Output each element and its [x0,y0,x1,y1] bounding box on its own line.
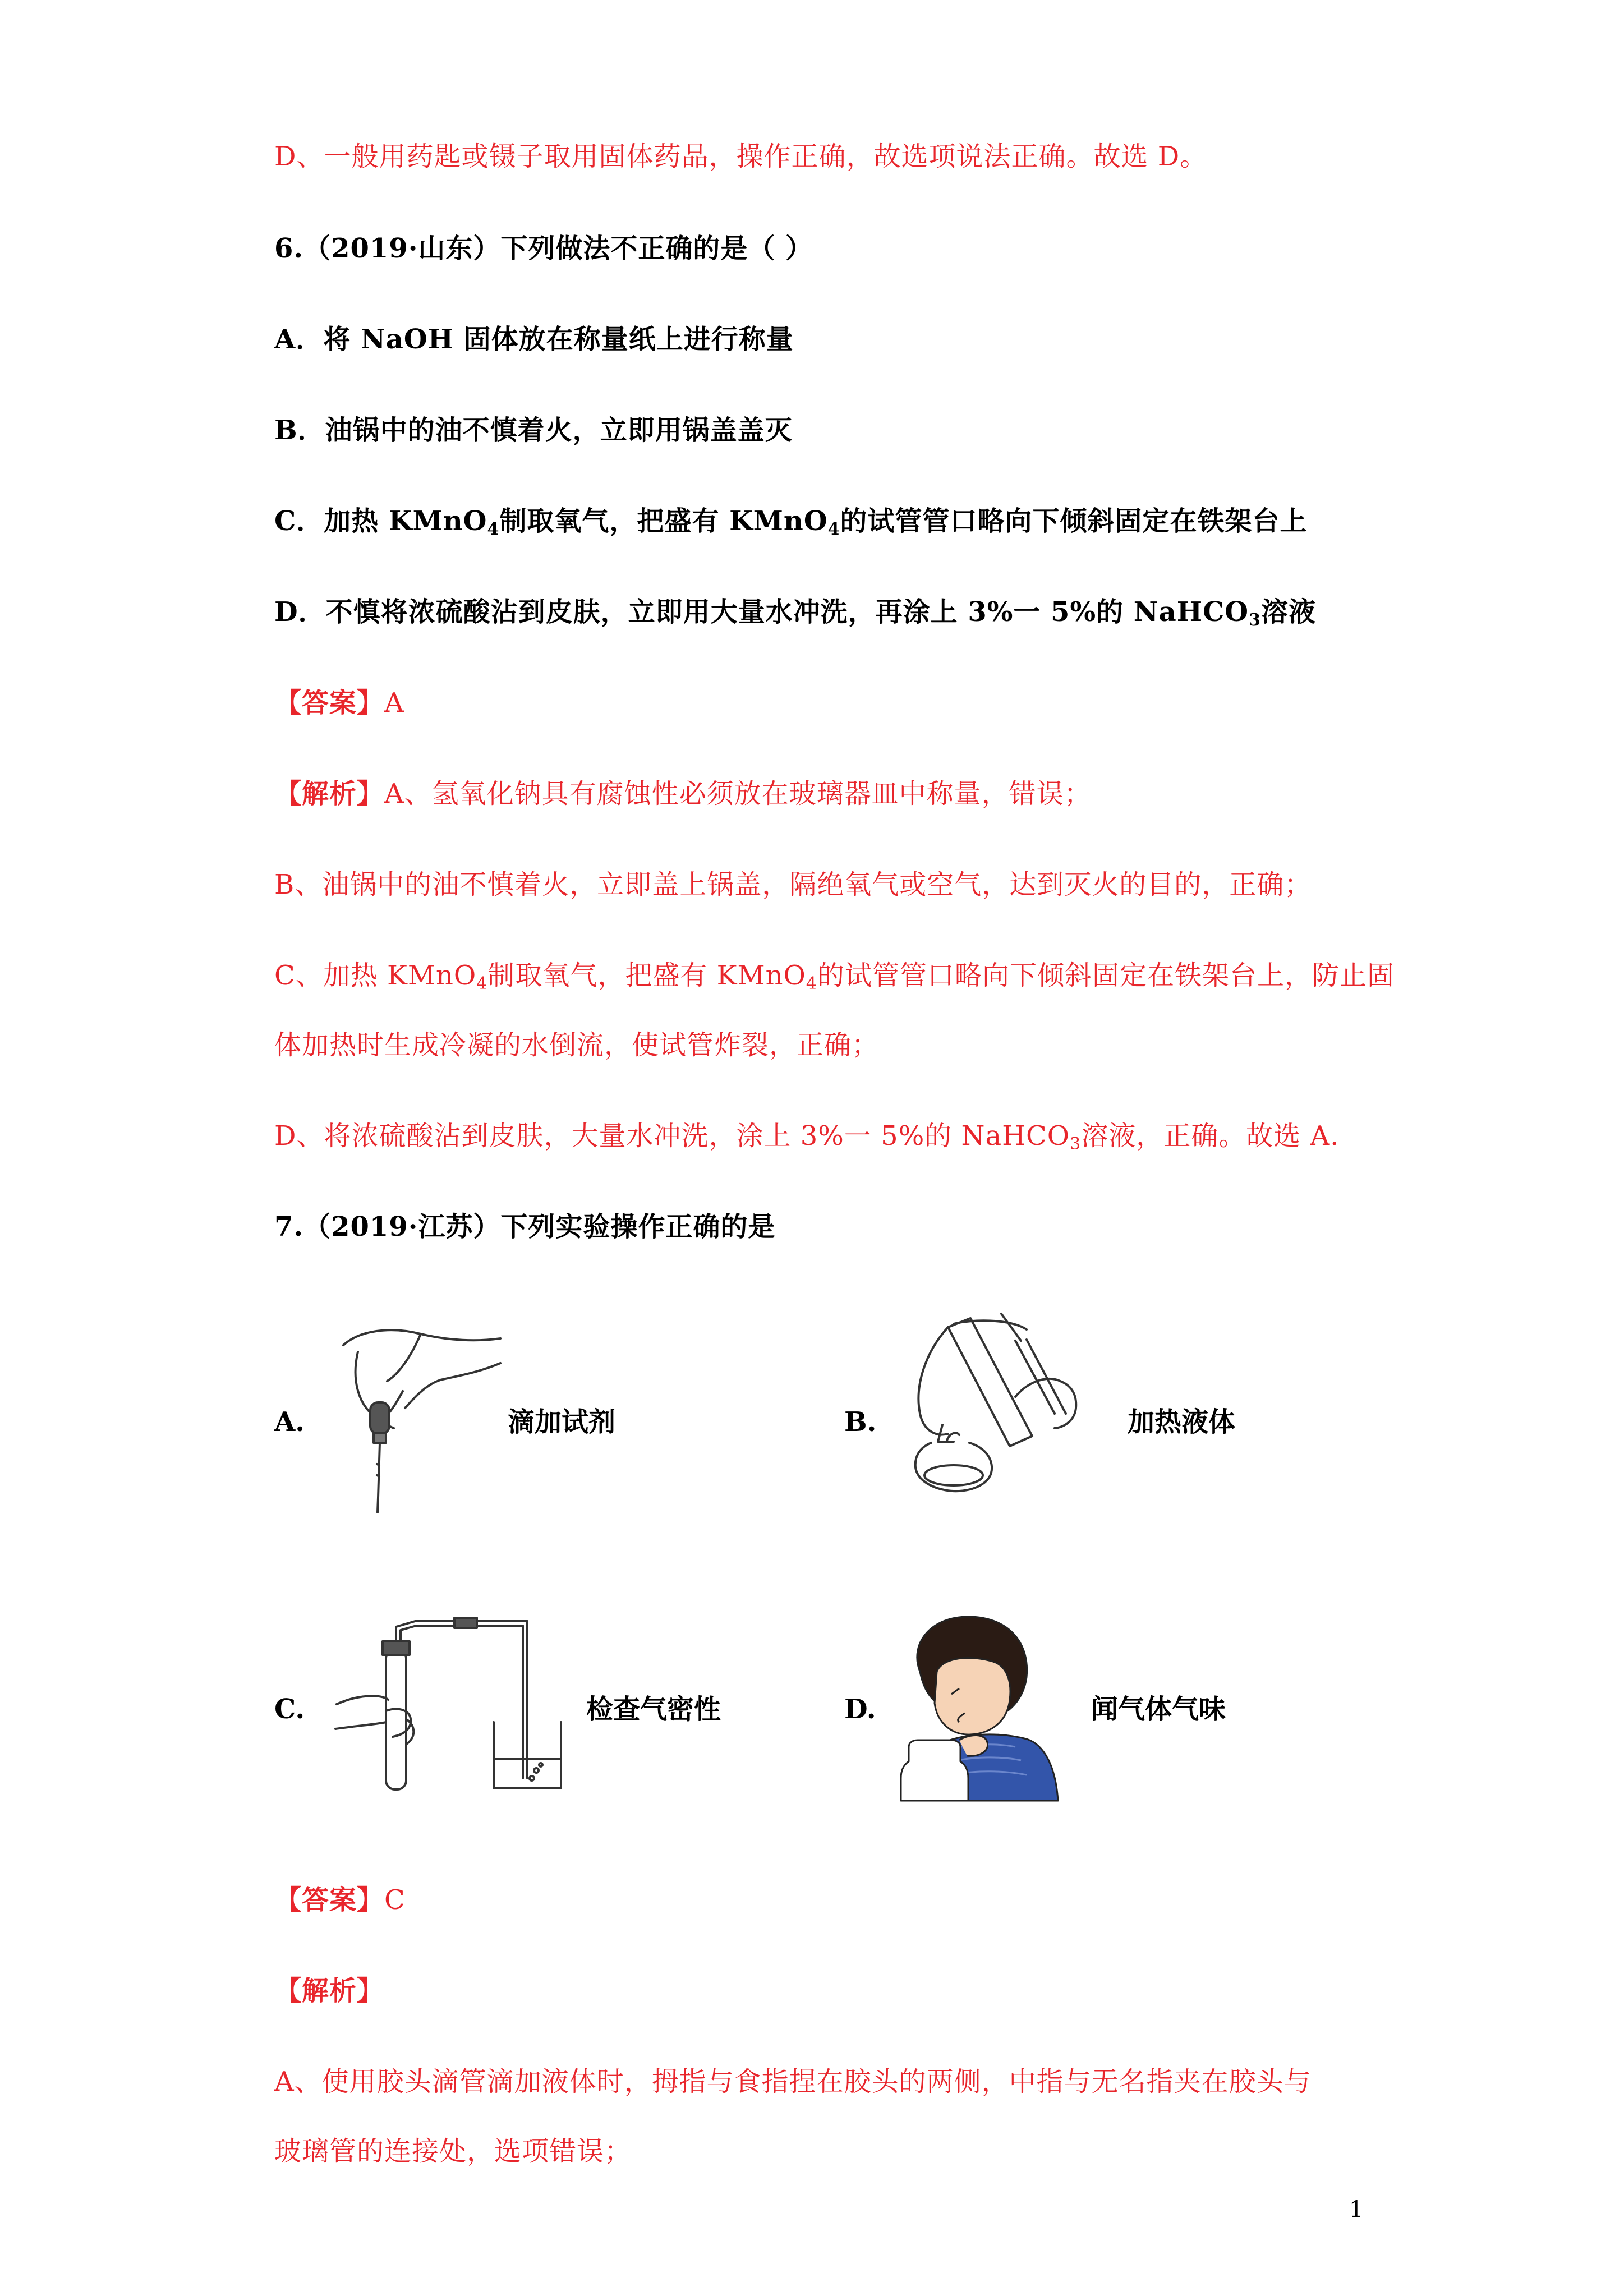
explanation-6-d: D、将浓硫酸沾到皮肤，大量水冲洗，涂上 3%一 5%的 NaHCO$_3$溶液，正确。故选 A. [274,1120,1340,1154]
airtightness-check-icon [325,1610,572,1801]
option-d-text: 闻气体气味 [1091,1694,1226,1725]
option-a-letter: A. [274,1406,305,1438]
explanation-6-c: C、加热 KMnO$_4$制取氧气，把盛有 KMnO$_4$的试管管口略向下倾斜固定在铁架台上，防止固 [274,960,1395,993]
option-d-letter: D. [844,1694,876,1725]
boy-smelling-gas-icon [898,1610,1060,1806]
question-6-option-d: D．不慎将浓硫酸沾到皮肤，立即用大量水冲洗，再涂上 3%一 5%的 NaHCO$_3$溶液 [274,596,1317,630]
question-6-option-a: A．将 NaOH 固体放在称量纸上进行称量 [274,324,794,355]
question-7-stem: 7.（2019·江苏）下列实验操作正确的是 [274,1211,776,1243]
explanation-7-a-cont: 玻璃管的连接处，选项错误； [274,2136,632,2167]
answer-7 [274,1882,406,1918]
explanation-7-a: A、使用胶头滴管滴加液体时，拇指与食指捏在胶头的两侧，中指与无名指夹在胶头与 [274,2066,1312,2097]
answer-label: 【答案】 [274,687,385,719]
answer-value: C [384,1884,406,1916]
prev-explanation-d: D、一般用药匙或镊子取用固体药品，操作正确，故选项说法正确。故选 D。 [274,141,1208,172]
explanation-6-c-cont: 体加热时生成冷凝的水倒流，使试管炸裂，正确； [274,1029,880,1061]
explanation-7-label: 【解析】 [274,1975,385,2007]
explanation-6-b: B、油锅中的油不慎着火，立即盖上锅盖，隔绝氧气或空气，达到灭火的目的，正确； [274,869,1312,900]
option-c-letter: C. [274,1694,305,1725]
question-6-stem: 6.（2019·山东）下列做法不正确的是（ ） [274,233,813,264]
answer-value: A [384,687,404,719]
question-6-option-b: B．油锅中的油不慎着火，立即用锅盖盖灭 [274,415,793,446]
explanation-label: 【解析】 [274,778,385,809]
test-tube-heating-icon [886,1307,1099,1520]
option-c-text: 检查气密性 [586,1694,721,1725]
answer-label: 【答案】 [274,1884,385,1916]
option-b-letter: B. [844,1406,877,1438]
option-a-text: 滴加试剂 [508,1406,616,1438]
option-b-text: 加热液体 [1128,1406,1236,1438]
question-6-option-c: C．加热 KMnO$_4$制取氧气，把盛有 KMnO$_4$的试管管口略向下倾斜固定在铁架台上 [274,505,1308,539]
dropper-hand-icon [337,1318,505,1520]
page-number: 1 [1349,2197,1364,2223]
explanation-6-a: 【解析】A、氢氧化钠具有腐蚀性必须放在玻璃器皿中称量，错误； [274,778,1092,809]
answer-6 [274,685,404,721]
